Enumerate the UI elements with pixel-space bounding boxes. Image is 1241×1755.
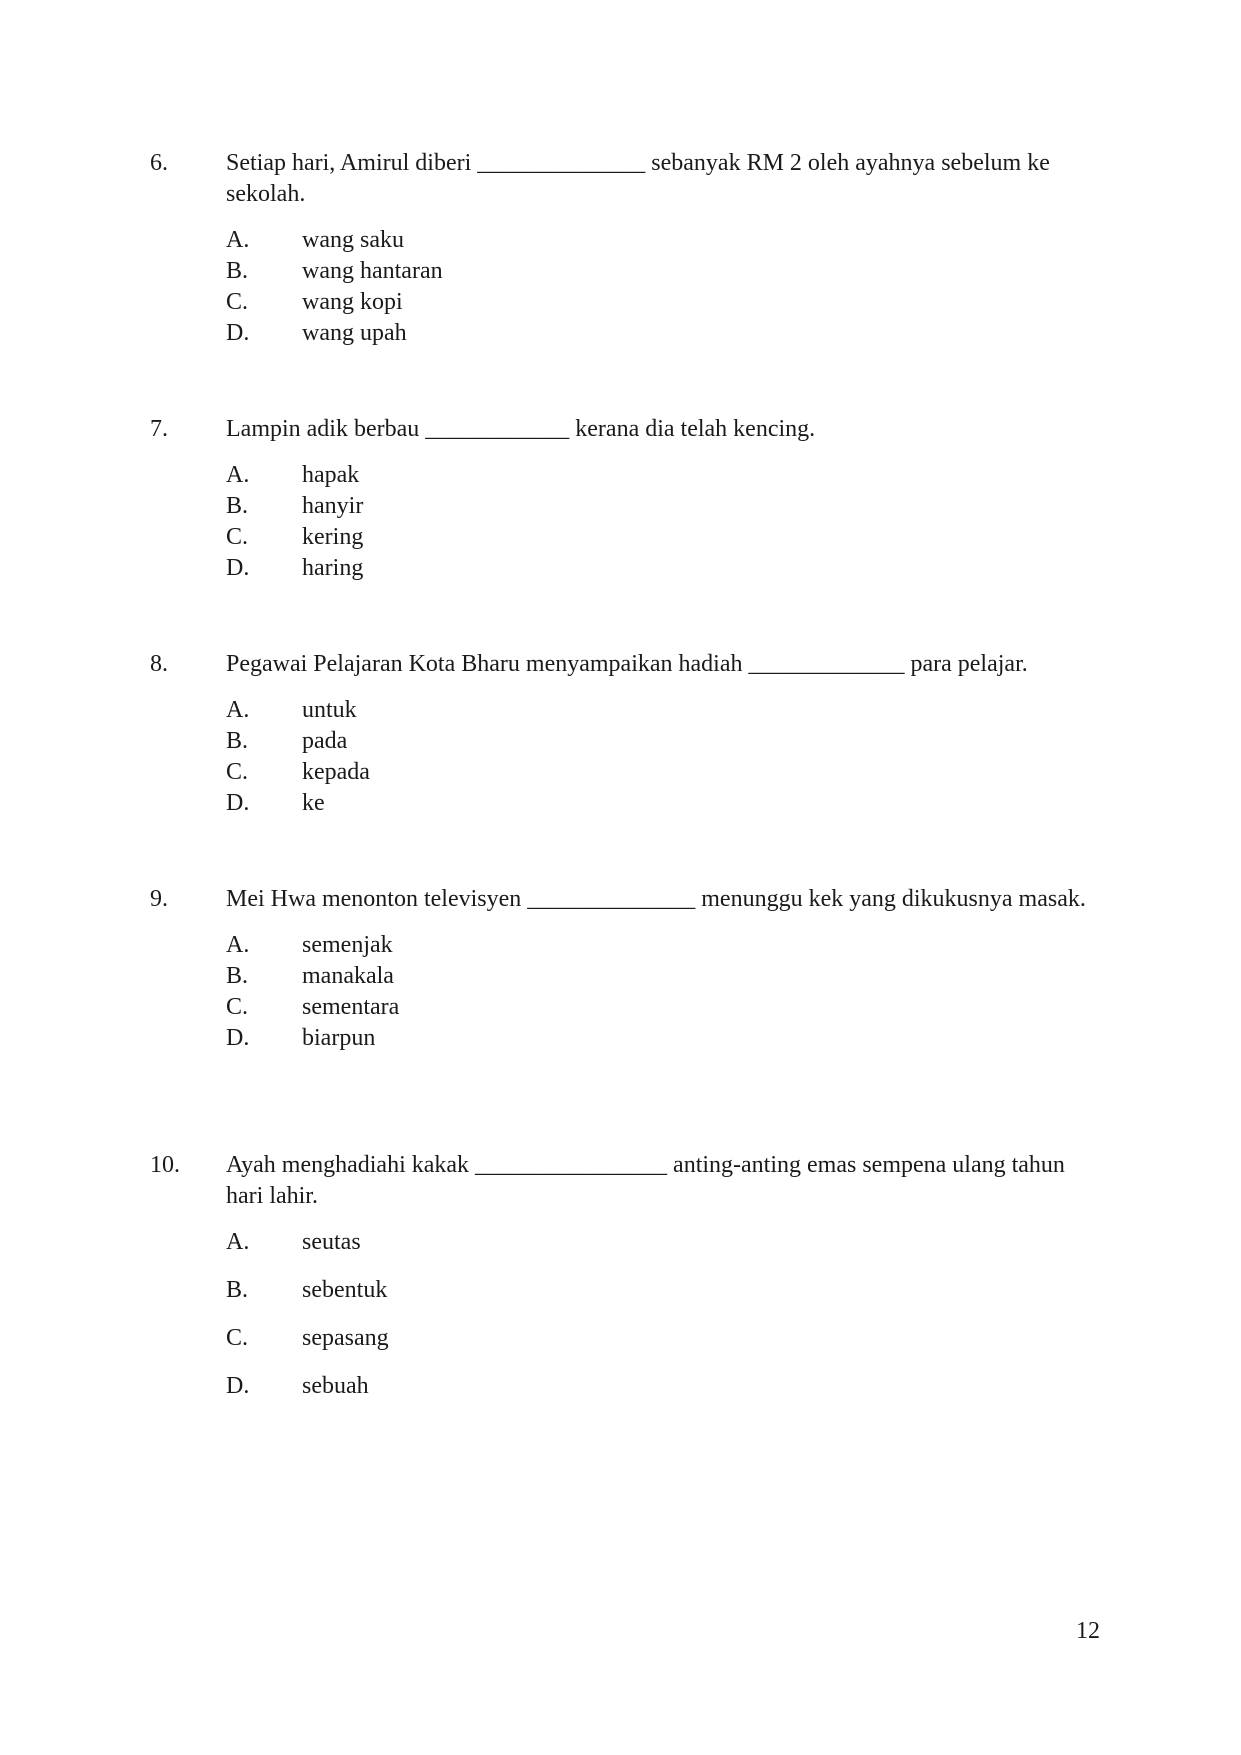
option-text: wang hantaran bbox=[302, 258, 443, 284]
question-text: Lampin adik berbau ____________ kerana dia telah kencing. bbox=[226, 416, 816, 442]
option-letter: C. bbox=[226, 524, 249, 550]
option-b bbox=[226, 1275, 1100, 1306]
question-number: 7. bbox=[150, 416, 168, 442]
question-text: Setiap hari, Amirul diberi ______________ sebanyak RM 2 oleh ayahnya sebelum ke sekolah. bbox=[226, 150, 1050, 207]
option-letter: A. bbox=[226, 1229, 250, 1255]
question-number: 8. bbox=[150, 651, 168, 677]
answer-options bbox=[226, 460, 1100, 584]
option-text: kering bbox=[302, 524, 364, 550]
option-text: biarpun bbox=[302, 1025, 376, 1051]
option-text: wang kopi bbox=[302, 289, 403, 315]
answer-options bbox=[226, 695, 1100, 819]
option-letter: C. bbox=[226, 289, 249, 315]
option-b bbox=[226, 961, 1100, 992]
option-c bbox=[226, 757, 1100, 788]
option-a bbox=[226, 930, 1100, 961]
option-letter: D. bbox=[226, 1373, 250, 1399]
question-7 bbox=[150, 414, 1100, 584]
option-text: hapak bbox=[302, 462, 360, 488]
option-c bbox=[226, 992, 1100, 1023]
option-text: pada bbox=[302, 728, 348, 754]
question-number: 10. bbox=[150, 1152, 180, 1178]
option-text: seutas bbox=[302, 1229, 361, 1255]
question-8 bbox=[150, 649, 1100, 819]
question-6 bbox=[150, 148, 1100, 349]
answer-options bbox=[226, 1227, 1100, 1402]
option-letter: B. bbox=[226, 1277, 249, 1303]
option-c bbox=[226, 1323, 1100, 1354]
option-letter: D. bbox=[226, 790, 250, 816]
option-d bbox=[226, 788, 1100, 819]
option-text: semenjak bbox=[302, 932, 393, 958]
option-d bbox=[226, 1023, 1100, 1054]
option-letter: D. bbox=[226, 320, 250, 346]
question-stem bbox=[150, 884, 1100, 915]
question-number: 6. bbox=[150, 150, 168, 176]
option-text: sepasang bbox=[302, 1325, 389, 1351]
question-10 bbox=[150, 1150, 1100, 1419]
option-letter: D. bbox=[226, 555, 250, 581]
option-letter: A. bbox=[226, 932, 250, 958]
option-text: haring bbox=[302, 555, 364, 581]
option-letter: D. bbox=[226, 1025, 250, 1051]
option-c bbox=[226, 287, 1100, 318]
option-text: wang upah bbox=[302, 320, 407, 346]
option-letter: C. bbox=[226, 994, 249, 1020]
option-d bbox=[226, 1371, 1100, 1402]
option-text: ke bbox=[302, 790, 325, 816]
option-letter: C. bbox=[226, 759, 249, 785]
option-a bbox=[226, 695, 1100, 726]
answer-options bbox=[226, 930, 1100, 1054]
question-text: Ayah menghadiahi kakak ________________ anting-anting emas sempena ulang tahun hari lahir. bbox=[226, 1152, 1065, 1209]
question-text: Pegawai Pelajaran Kota Bharu menyampaikan hadiah _____________ para pelajar. bbox=[226, 651, 1028, 677]
option-letter: A. bbox=[226, 697, 250, 723]
option-text: wang saku bbox=[302, 227, 404, 253]
answer-options bbox=[226, 225, 1100, 349]
option-a bbox=[226, 460, 1100, 491]
question-stem bbox=[150, 414, 1100, 445]
option-text: manakala bbox=[302, 963, 394, 989]
option-text: sebuah bbox=[302, 1373, 369, 1399]
question-text: Mei Hwa menonton televisyen ______________ menunggu kek yang dikukusnya masak. bbox=[226, 886, 1086, 912]
option-text: sebentuk bbox=[302, 1277, 388, 1303]
question-9 bbox=[150, 884, 1100, 1054]
option-b bbox=[226, 726, 1100, 757]
option-d bbox=[226, 553, 1100, 584]
option-d bbox=[226, 318, 1100, 349]
option-letter: B. bbox=[226, 493, 249, 519]
option-text: sementara bbox=[302, 994, 400, 1020]
option-letter: B. bbox=[226, 728, 249, 754]
option-c bbox=[226, 522, 1100, 553]
option-b bbox=[226, 491, 1100, 522]
option-text: untuk bbox=[302, 697, 357, 723]
question-number: 9. bbox=[150, 886, 168, 912]
option-a bbox=[226, 225, 1100, 256]
option-letter: B. bbox=[226, 963, 249, 989]
option-text: kepada bbox=[302, 759, 370, 785]
question-stem bbox=[150, 148, 1100, 210]
option-letter: C. bbox=[226, 1325, 249, 1351]
question-stem bbox=[150, 649, 1100, 680]
option-text: hanyir bbox=[302, 493, 364, 519]
option-letter: A. bbox=[226, 227, 250, 253]
option-a bbox=[226, 1227, 1100, 1258]
page-number: 12 bbox=[1076, 1618, 1100, 1644]
question-stem bbox=[150, 1150, 1100, 1212]
option-letter: B. bbox=[226, 258, 249, 284]
option-letter: A. bbox=[226, 462, 250, 488]
option-b bbox=[226, 256, 1100, 287]
